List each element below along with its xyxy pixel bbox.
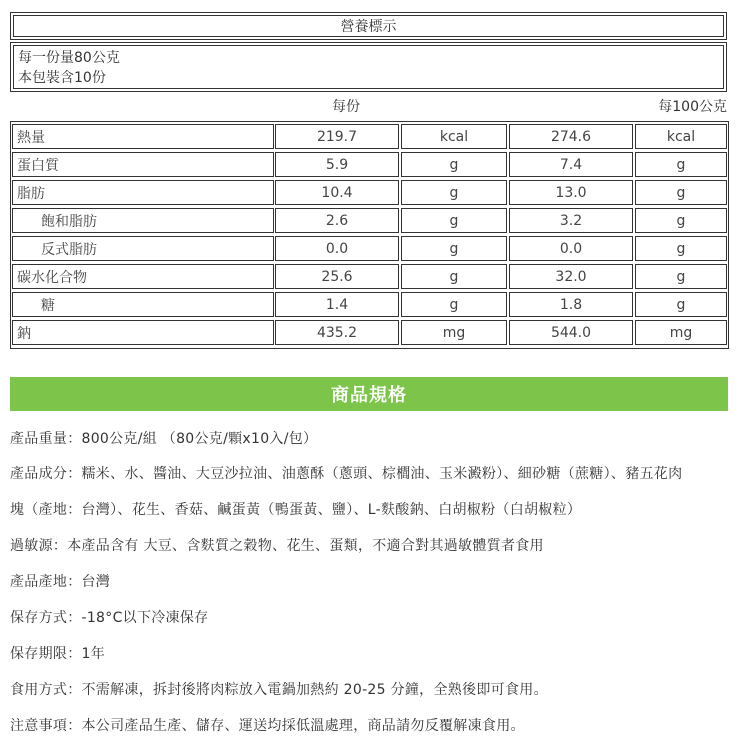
per-100g-value: 544.0	[509, 320, 633, 345]
per-serving-value: 10.4	[275, 180, 399, 205]
per-serving-value: 1.4	[275, 292, 399, 317]
per-serving-value: 219.7	[275, 124, 399, 149]
nutrient-name: 熱量	[12, 124, 274, 149]
per-serving-unit: g	[401, 264, 507, 289]
per-serving-unit: g	[401, 236, 507, 261]
per-100g-unit: g	[635, 236, 727, 261]
per-100g-value: 274.6	[509, 124, 633, 149]
per-100g-unit: mg	[635, 320, 727, 345]
per-100g-unit: g	[635, 292, 727, 317]
nutrient-name: 鈉	[12, 320, 274, 345]
nutrient-name: 碳水化合物	[12, 264, 274, 289]
per-100g-value: 32.0	[509, 264, 633, 289]
per-100g-value: 0.0	[509, 236, 633, 261]
spec-allergens: 過敏源：本產品含有 大豆、含麩質之穀物、花生、蛋類，不適合對其過敏體質者食用	[10, 538, 544, 554]
per-serving-unit: g	[401, 292, 507, 317]
per-serving-unit: mg	[401, 320, 507, 345]
per-serving-unit: g	[401, 152, 507, 177]
nutrient-name: 糖	[12, 292, 274, 317]
per-100g-unit: g	[635, 152, 727, 177]
nutrient-name: 脂肪	[12, 180, 274, 205]
spec-notice: 注意事項：本公司產品生產、儲存、運送均採低溫處理，商品請勿反覆解凍食用。	[10, 718, 525, 734]
spec-ingredients: 產品成分：糯米、水、醬油、大豆沙拉油、油蔥酥（蔥頭、棕櫚油、玉米澱粉）、細砂糖（蔗糖）、豬五花肉	[10, 466, 683, 482]
serving-info-box	[10, 42, 727, 92]
per-100g-unit: kcal	[635, 124, 727, 149]
per-serving-value: 0.0	[275, 236, 399, 261]
per-100g-value: 7.4	[509, 152, 633, 177]
spec-weight: 產品重量：800公克/組 （80公克/顆x10入/包）	[10, 431, 318, 447]
spec-ingredients-cont: 塊（產地：台灣）、花生、香菇、鹹蛋黃（鴨蛋黃、鹽）、L-麩酸鈉、白胡椒粉（白胡椒粒）	[10, 502, 582, 518]
nutrition-title: 營養標示	[340, 19, 397, 35]
per-serving-unit: g	[401, 180, 507, 205]
per-serving-unit: kcal	[401, 124, 507, 149]
spec-usage: 食用方式：不需解凍，拆封後將肉粽放入電鍋加熱約 20-25 分鐘，全熟後即可食用。	[10, 682, 548, 698]
per-100g-unit: g	[635, 264, 727, 289]
per-100g-header: 每100公克	[658, 99, 727, 115]
nutrient-name: 蛋白質	[12, 152, 274, 177]
per-serving-header: 每份	[332, 99, 360, 115]
serving-size: 每一份量80公克	[18, 50, 120, 66]
spec-section-banner: 商品規格	[10, 377, 728, 411]
nutrient-name: 反式脂肪	[12, 236, 274, 261]
per-100g-value: 13.0	[509, 180, 633, 205]
spec-storage: 保存方式：-18°C以下冷凍保存	[10, 610, 209, 626]
per-serving-unit: g	[401, 208, 507, 233]
per-100g-value: 1.8	[509, 292, 633, 317]
per-100g-unit: g	[635, 180, 727, 205]
spec-origin: 產品產地：台灣	[10, 574, 111, 590]
per-serving-value: 5.9	[275, 152, 399, 177]
servings-per-pack: 本包裝含10份	[18, 70, 106, 86]
per-100g-value: 3.2	[509, 208, 633, 233]
per-100g-unit: g	[635, 208, 727, 233]
spec-shelf-life: 保存期限：1年	[10, 646, 106, 662]
per-serving-value: 2.6	[275, 208, 399, 233]
per-serving-value: 25.6	[275, 264, 399, 289]
nutrient-name: 飽和脂肪	[12, 208, 274, 233]
nutrition-title-box	[10, 12, 727, 40]
per-serving-value: 435.2	[275, 320, 399, 345]
